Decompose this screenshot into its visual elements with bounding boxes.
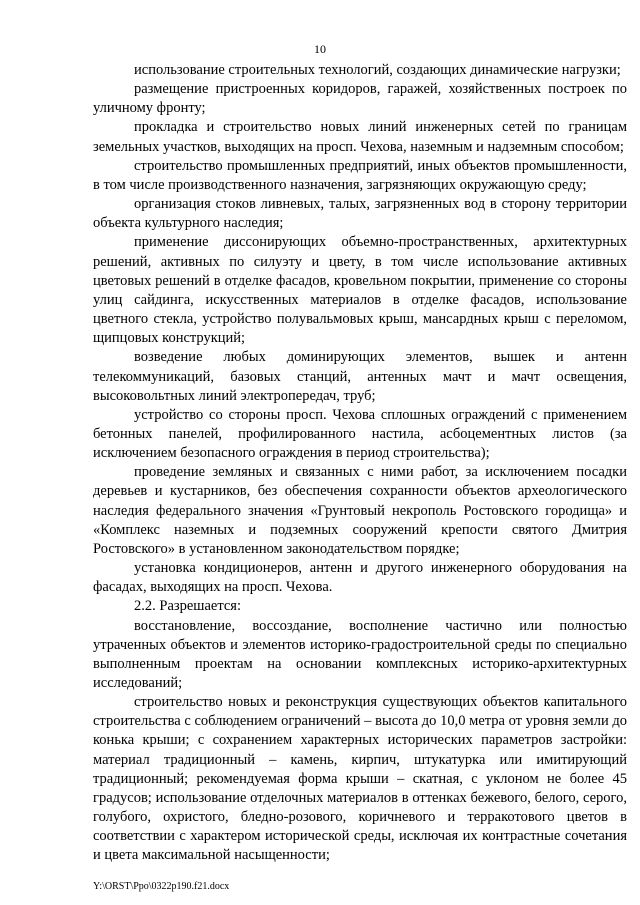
permission-restoration: восстановление, воссоздание, восполнение частично или полностью утраченных объектов и элементов историко-градостроительной среды по специально выполненным проектам на основании комплексных историко-архитектурных исследований; — [93, 617, 627, 691]
prohibition-industrial: строительство промышленных предприятий, иных объектов промышленности, в том числе производственного назначения, загрязняющих окружающую среду; — [93, 157, 627, 193]
prohibition-earthworks: проведение земляных и связанных с ними работ, за исключением посадки деревьев и кустарников, без обеспечения сохранности объектов археологического наследия федерального значения «Грунтовый некрополь Ростовского городища» и «Комплекс наземных и подземных сооружений крепости святого Дмитрия Ростовского» в установленном законодательством порядке; — [93, 464, 627, 557]
prohibition-solid-fences: устройство со стороны просп. Чехова сплошных ограждений с применением бетонных панелей, профилированного настила, асбоцементных листов (за исключением безопасного ограждения в период строительства); — [93, 406, 627, 462]
prohibition-annexes: размещение пристроенных коридоров, гаражей, хозяйственных построек по уличному фронту; — [93, 81, 627, 117]
prohibition-utility-lines: прокладка и строительство новых линий инженерных сетей по границам земельных участков, выходящих на просп. Чехова, наземным и надземным способом; — [93, 119, 627, 155]
page-number: 10 — [314, 42, 326, 56]
file-path-footer: Y:\ORST\Ppo\0322p190.f21.docx — [93, 881, 230, 892]
document-body — [93, 61, 627, 866]
section-heading-2-2: 2.2. Разрешается: — [134, 598, 241, 615]
prohibition-dynamic-loads: использование строительных технологий, создающих динамические нагрузки; — [134, 62, 621, 78]
prohibition-dominant-elements: возведение любых доминирующих элементов, вышек и антенн телекоммуникаций, базовых станций, антенных мачт и мачт освещения, высоковольтных линий электропередач, труб; — [93, 349, 627, 404]
prohibition-dissonant-solutions: применение диссонирующих объемно-пространственных, архитектурных решений, активных по силуэту и цвету, в том числе использование активных цветовых решений в отделке фасадов, кровельном покрытии, применение со стороны улиц сайдинга, искусственных материалов в отделке фасадов, использование цветного стекла, устройство полувальмовых крыш, мансардных крыш с переломом, щипцовых конструкций; — [93, 234, 627, 347]
prohibition-drainage: организация стоков ливневых, талых, загрязненных вод в сторону территории объекта культурного наследия; — [93, 196, 627, 232]
prohibition-facade-equipment: установка кондиционеров, антенн и другого инженерного оборудования на фасадах, выходящих на просп. Чехова. — [93, 560, 627, 596]
permission-construction: строительство новых и реконструкция существующих объектов капитального строительства с соблюдением ограничений – высота до 10,0 метра от уровня земли до конька крыши; с сохранением характерных исторических параметров застройки: материал традиционный – камень, кирпич, штукатурка или имитирующий традиционный; рекомендуемая форма крыши – скатная, с уклоном не более 45 градусов; использование отделочных материалов в оттенках бежевого, белого, серого, голубого, охристого, бледно-розового, коричневого и терракотового цветов в соответствии с характером исторической среды, исключая их контрастные сочетания и цвета максимальной насыщенности; — [93, 694, 627, 864]
